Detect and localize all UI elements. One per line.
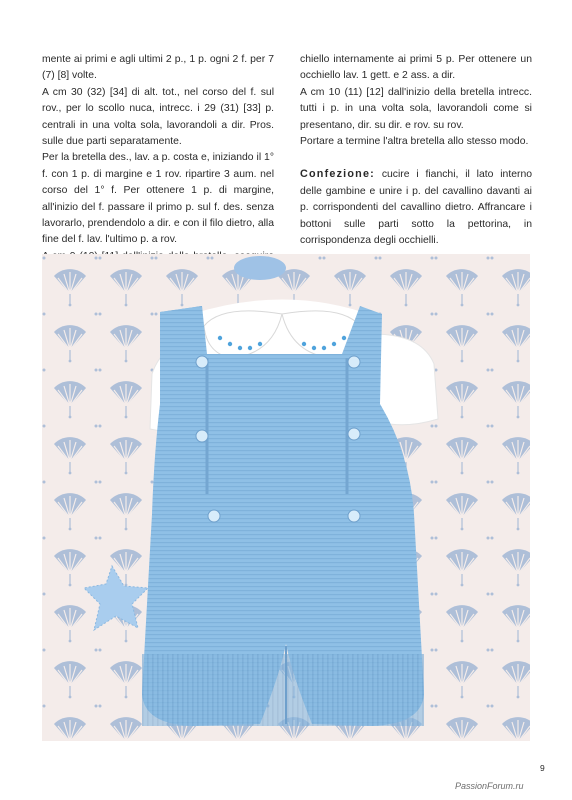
product-photo bbox=[42, 254, 530, 741]
page-number: 9 bbox=[540, 763, 545, 773]
paragraph: mente ai primi e agli ultimi 2 p., 1 p. ogni 2 f. per 7 (7) [8] volte. bbox=[42, 54, 274, 82]
paragraph: chiello internamente ai primi 5 p. Per ottenere un occhiello lav. 1 gett. e 2 ass. a dir. bbox=[300, 54, 532, 82]
paragraph: Portare a termine l'altra bretella allo stesso modo. bbox=[300, 136, 529, 148]
paragraph: Per la bretella des., lav. a p. costa e, iniziando il 1° f. con 1 p. di margine e 1 rov. ripartire 3 aum. nel corso del 1° f. Per ottenere 1 p. di margine, all'inizio del f. passare il primo p. sul f. des. senza lavorarlo, prendendolo a dir. e con il filo dietro, alla fine del f. lav. l'ultimo p. a rov. bbox=[42, 152, 274, 246]
paragraph: A cm 10 (11) [12] dall'inizio della bretella intrecc. tutti i p. in una volta sola, lavorandoli come si presentano, dir. su dir. e rov. su rov. bbox=[300, 86, 532, 131]
knitted-romper-illustration bbox=[42, 254, 530, 741]
confezione-paragraph bbox=[300, 166, 532, 249]
text-column-right bbox=[300, 52, 532, 249]
confezione-text: cucire i fianchi, il lato interno delle gambine e unire i p. del cavallino davanti ai p. corrispondenti del cavallino dietro. Affrancare i bottoni sulle parti sotto la pettorina, in corrispondenza degli occhielli. bbox=[300, 169, 532, 247]
text-column-left bbox=[42, 52, 274, 282]
paragraph: A cm 30 (32) [34] di alt. tot., nel corso del f. sul rov., per lo scollo nuca, intrecc. i 29 (31) [33] p. centrali in una volta sola, lavorandoli a dir. Pros. sulle due parti separatamente. bbox=[42, 86, 274, 148]
watermark: PassionForum.ru bbox=[455, 781, 524, 791]
confezione-heading: Confezione: bbox=[300, 168, 375, 181]
